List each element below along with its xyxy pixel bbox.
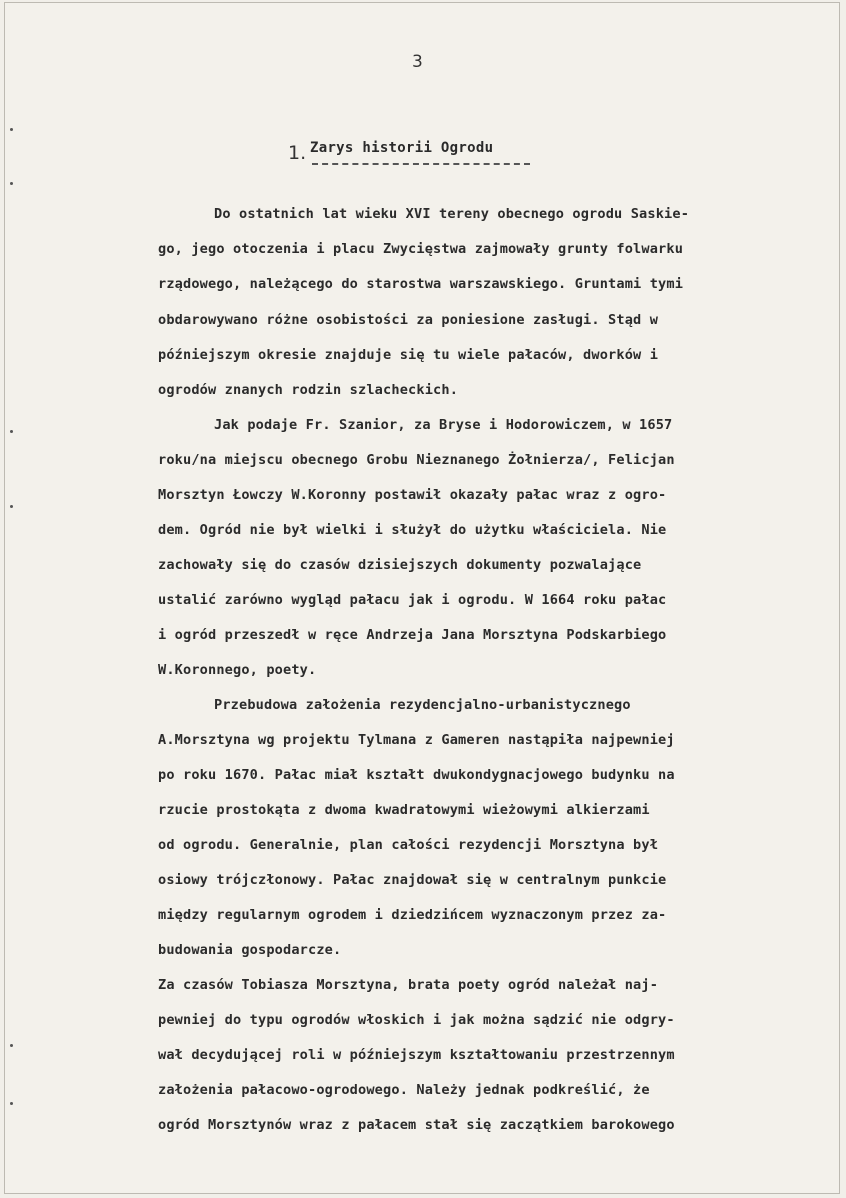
margin-punch-mark [10,430,13,433]
text-line: zachowały się do czasów dzisiejszych dokumenty pozwalające [158,557,642,573]
text-line: go, jego otoczenia i placu Zwycięstwa zajmowały grunty folwarku [158,241,684,257]
heading-underline [312,163,530,168]
text-line: W.Koronnego, poety. [158,662,317,678]
text-line: obdarowywano różne osobistości za poniesione zasługi. Stąd w [158,312,659,328]
text-line: dem. Ogród nie był wielki i służył do użytku właściciela. Nie [158,522,667,538]
margin-punch-mark [10,128,13,131]
text-line: ogrodów znanych rodzin szlacheckich. [158,382,459,398]
text-line: rządowego, należącego do starostwa warszawskiego. Gruntami tymi [158,276,684,292]
text-line: i ogród przeszedł w ręce Andrzeja Jana Morsztyna Podskarbiego [158,627,667,643]
text-line: A.Morsztyna wg projektu Tylmana z Gameren nastąpiła najpewniej [158,732,675,748]
text-line: późniejszym okresie znajduje się tu wiele pałaców, dworków i [158,347,659,363]
margin-punch-mark [10,505,13,508]
heading-title: Zarys historii Ogrodu [310,140,494,156]
page-number: 3 [412,52,423,72]
margin-punch-mark [10,182,13,185]
text-line: pewniej do typu ogrodów włoskich i jak można sądzić nie odgry- [158,1012,675,1028]
text-line: po roku 1670. Pałac miał kształt dwukondygnacjowego budynku na [158,767,675,783]
text-line: budowania gospodarcze. [158,942,342,958]
text-line: od ogrodu. Generalnie, plan całości rezydencji Morsztyna był [158,837,659,853]
text-line: ogród Morsztynów wraz z pałacem stał się zaczątkiem barokowego [158,1117,675,1133]
text-line: Za czasów Tobiasza Morsztyna, brata poety ogród należał naj- [158,977,659,993]
text-line: Jak podaje Fr. Szanior, za Bryse i Hodorowiczem, w 1657 [214,417,673,433]
text-line: Morsztyn Łowczy W.Koronny postawił okazały pałac wraz z ogro- [158,487,667,503]
margin-punch-mark [10,1044,13,1047]
text-line: wał decydującej roli w późniejszym kształtowaniu przestrzennym [158,1047,675,1063]
text-line: Przebudowa założenia rezydencjalno-urbanistycznego [214,697,631,713]
text-line: między regularnym ogrodem i dziedzińcem wyznaczonym przez za- [158,907,667,923]
text-line: roku/na miejscu obecnego Grobu Nieznanego Żołnierza/, Felicjan [158,452,675,468]
text-line: założenia pałacowo-ogrodowego. Należy jednak podkreślić, że [158,1082,650,1098]
heading-number: 1. [288,142,307,164]
text-line: rzucie prostokąta z dwoma kwadratowymi wieżowymi alkierzami [158,802,650,818]
text-line: Do ostatnich lat wieku XVI tereny obecnego ogrodu Saskie- [214,206,690,222]
margin-punch-mark [10,1102,13,1105]
text-line: ustalić zarówno wygląd pałacu jak i ogrodu. W 1664 roku pałac [158,592,667,608]
text-line: osiowy trójczłonowy. Pałac znajdował się w centralnym punkcie [158,872,667,888]
